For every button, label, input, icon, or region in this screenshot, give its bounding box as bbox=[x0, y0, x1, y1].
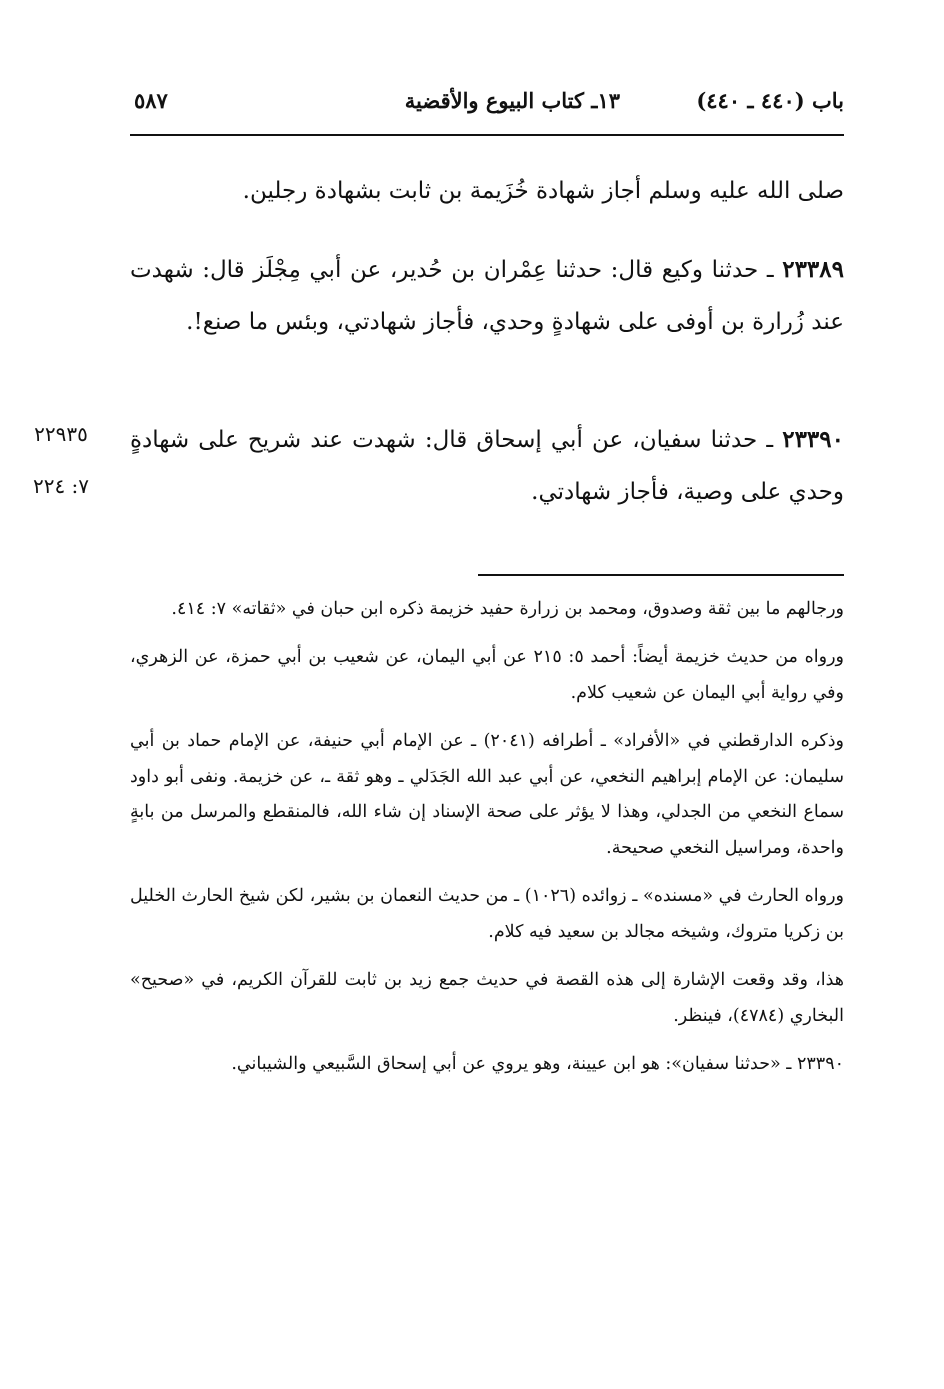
footnote-separator bbox=[478, 574, 844, 576]
hadith-23390 bbox=[130, 414, 844, 519]
hadith-text: ـ حدثنا وكيع قال: حدثنا عِمْران بن حُدير، عن أبي مِجْلَز قال: شهدت عند زُرارة بن أوفى على شهادةٍ وحدي، فأجاز شهادتي، وبئس ما صنع!. bbox=[130, 257, 844, 335]
footnote-paragraph: ورواه الحارث في «مسنده» ـ زوائده (١٠٢٦) ـ من حديث النعمان بن بشير، لكن شيخ الحارث الخليل بن زكريا متروك، وشيخه مجالد بن سعيد فيه كلام. bbox=[130, 886, 845, 942]
footnote-paragraph: وذكره الدارقطني في «الأفراد» ـ أطرافه (٢٠٤١) ـ عن الإمام أبي حنيفة، عن الإمام حماد بن أبي سليمان: عن الإمام إبراهيم النخعي، عن أبي عبد الله الجَدَلي ـ وهو ثقة ـ، عن خزيمة. ونفى أبو داود سماع النخعي من الجدلي، وهذا لا يؤثر على صحة الإسناد إن شاء الله، فالمنقطع والمرسل من بابةٍ واحدة، ومراسيل النخعي صحيحة. bbox=[130, 730, 845, 859]
margin-reference: ٧: ٢٢٤ bbox=[32, 474, 90, 498]
intro-text: صلى الله عليه وسلم أجاز شهادة خُزَيمة بن ثابت بشهادة رجلين. bbox=[242, 178, 844, 204]
footnote-paragraph: هذا، وقد وقعت الإشارة إلى هذه القصة في حديث جمع زيد بن ثابت للقرآن الكريم، في «صحيح» البخاري (٤٧٨٤)، فينظر. bbox=[130, 969, 844, 1026]
hadith-text: ـ حدثنا سفيان، عن أبي إسحاق قال: شهدت عند شريح على شهادةٍ وحدي على وصية، فأجاز شهادتي. bbox=[130, 427, 844, 505]
intro-paragraph bbox=[130, 166, 844, 218]
chapter-heading: باب (٤٤٠ ـ ٤٤٠) bbox=[696, 88, 844, 113]
footnote-paragraph: ٢٣٣٩٠ ـ «حدثنا سفيان»: هو ابن عيينة، وهو يروي عن أبي إسحاق السَّبيعي والشيباني. bbox=[231, 1053, 844, 1074]
page-number: ٥٨٧ bbox=[134, 88, 168, 113]
header-rule bbox=[130, 134, 844, 136]
book-heading: ١٣ـ كتاب البيوع والأقضية bbox=[404, 88, 620, 113]
margin-reference: ٢٢٩٣٥ bbox=[34, 422, 88, 446]
footnotes bbox=[130, 592, 844, 1095]
hadith-number: ٢٣٣٨٩ bbox=[782, 256, 844, 283]
page-header bbox=[130, 88, 844, 128]
footnote-paragraph: ورجالهم ما بين ثقة وصدوق، ومحمد بن زرارة حفيد خزيمة ذكره ابن حبان في «ثقاته» ٧: ٤١٤. bbox=[171, 599, 844, 619]
footnote-paragraph: ورواه من حديث خزيمة أيضاً: أحمد ٥: ٢١٥ عن أبي اليمان، عن شعيب بن أبي حمزة، عن الزهري، وفي رواية أبي اليمان عن شعيب كلام. bbox=[130, 646, 844, 703]
hadith-number: ٢٣٣٩٠ bbox=[782, 426, 844, 453]
hadith-23389 bbox=[130, 244, 844, 349]
